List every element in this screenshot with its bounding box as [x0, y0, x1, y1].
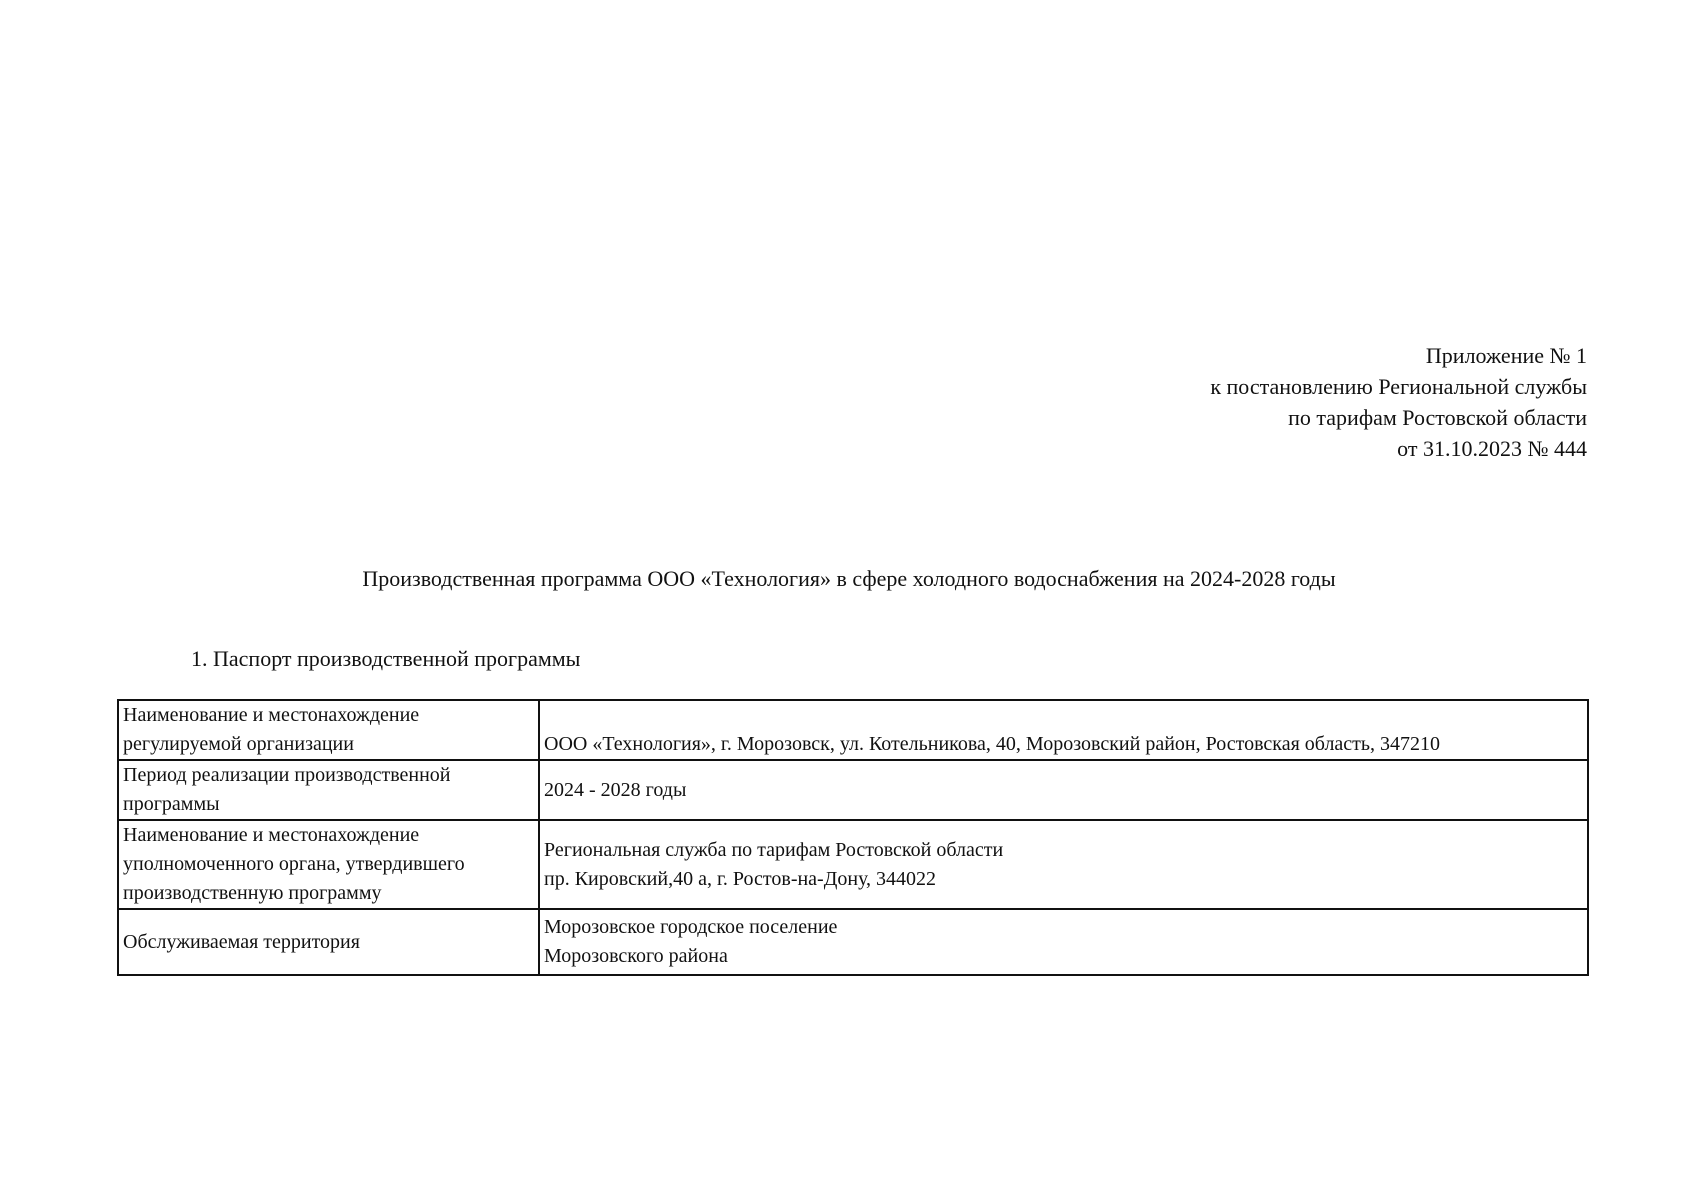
document-title: Производственная программа ООО «Технология» в сфере холодного водоснабжения на 2024-2028 годы — [362, 566, 1336, 591]
passport-table — [117, 699, 1589, 976]
table-cell-label — [118, 760, 539, 820]
appendix-reference: к постановлению Региональной службы — [1210, 374, 1587, 399]
table-row — [118, 700, 1588, 760]
cell-text: программы — [123, 793, 220, 815]
cell-text: Обслуживаемая территория — [123, 930, 360, 953]
cell-text: пр. Кировский,40 а, г. Ростов-на-Дону, 344022 — [544, 867, 937, 890]
appendix-date-number: от 31.10.2023 № 444 — [1397, 436, 1587, 461]
table-row — [118, 820, 1588, 909]
cell-text: Наименование и местонахождение — [123, 704, 420, 726]
appendix-block — [1210, 340, 1587, 464]
cell-text: уполномоченного органа, утвердившего — [123, 853, 465, 875]
appendix-number: Приложение № 1 — [1425, 343, 1587, 368]
cell-text: 2024 - 2028 годы — [544, 778, 687, 801]
table-cell-value — [539, 700, 1588, 760]
cell-text: регулируемой организации — [123, 733, 354, 755]
table-row — [118, 760, 1588, 820]
table-cell-value — [539, 760, 1588, 820]
cell-text: Наименование и местонахождение — [123, 824, 420, 846]
cell-text: Региональная служба по тарифам Ростовской области — [544, 838, 1004, 861]
table-cell-value — [539, 909, 1588, 975]
cell-text: Морозовского района — [544, 945, 728, 967]
table-row — [118, 909, 1588, 975]
section-heading: 1. Паспорт производственной программы — [191, 646, 581, 671]
cell-text: Период реализации производственной — [123, 764, 451, 786]
appendix-authority: по тарифам Ростовской области — [1288, 405, 1587, 430]
cell-text: ООО «Технология», г. Морозовск, ул. Котельникова, 40, Морозовский район, Ростовская область, 347210 — [544, 733, 1441, 755]
table-cell-value — [539, 820, 1588, 909]
table-cell-label — [118, 700, 539, 760]
table-cell-label — [118, 909, 539, 975]
cell-text: Морозовское городское поселение — [544, 916, 838, 938]
table-cell-label — [118, 820, 539, 909]
cell-text: производственную программу — [123, 882, 382, 904]
